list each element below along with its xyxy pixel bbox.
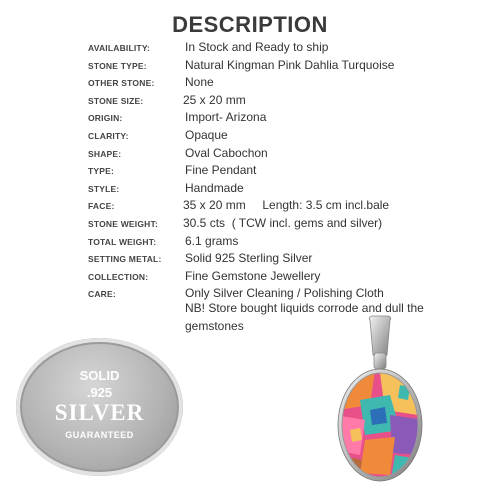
spec-label: ORIGIN:	[88, 113, 123, 124]
spec-label: TOTAL WEIGHT:	[88, 236, 157, 247]
spec-value: None	[185, 75, 214, 90]
spec-label: STYLE:	[88, 183, 120, 194]
spec-value: Solid 925 Sterling Silver	[185, 251, 313, 266]
spec-row-origin	[88, 110, 498, 128]
spec-label: STONE SIZE:	[88, 95, 144, 106]
spec-label: TYPE:	[88, 166, 115, 177]
spec-row-face	[88, 198, 498, 216]
spec-row-shape	[88, 146, 498, 164]
spec-value: Natural Kingman Pink Dahlia Turquoise	[185, 57, 395, 72]
solid-silver-badge	[16, 338, 183, 476]
spec-row-stone-size	[88, 93, 498, 111]
spec-value: 35 x 20 mm Length: 3.5 cm incl.bale	[183, 198, 390, 213]
spec-value: Only Silver Cleaning / Polishing Cloth	[185, 286, 384, 301]
spec-value: Oval Cabochon	[185, 145, 268, 160]
spec-label: OTHER STONE:	[88, 78, 155, 89]
spec-value: Opaque	[185, 127, 228, 142]
spec-value: Fine Gemstone Jewellery	[185, 268, 321, 283]
spec-value: 25 x 20 mm	[183, 92, 246, 107]
spec-row-clarity	[88, 128, 498, 146]
spec-value: 6.1 grams	[185, 233, 239, 248]
spec-label: SHAPE:	[88, 148, 122, 159]
spec-row-total-weight	[88, 234, 498, 252]
specs-list	[88, 40, 498, 304]
care-note: NB! Store bought liquids corrode and dull the gemstones	[185, 301, 424, 333]
spec-label: SETTING METAL:	[88, 254, 162, 265]
spec-label: FACE:	[88, 201, 115, 212]
spec-value: Handmade	[185, 180, 244, 195]
spec-row-stone-type	[88, 58, 498, 76]
badge-line-solid: SOLID	[79, 368, 120, 383]
bale-shape	[369, 316, 390, 358]
pendant-image	[330, 315, 430, 485]
spec-row-setting-metal	[88, 251, 498, 269]
stone-shape	[330, 365, 430, 485]
page-title: DESCRIPTION	[172, 12, 328, 37]
spec-label: CLARITY:	[88, 130, 129, 141]
spec-label: STONE WEIGHT:	[88, 218, 158, 229]
spec-label: CARE:	[88, 289, 116, 300]
badge-line-925: .925	[86, 385, 113, 400]
badge-line-silver: SILVER	[54, 400, 145, 425]
spec-label: STONE TYPE:	[88, 60, 147, 71]
spec-row-availability	[88, 40, 498, 58]
spec-value: In Stock and Ready to ship	[185, 40, 329, 54]
bale-loop-shape	[374, 353, 386, 369]
spec-row-style	[88, 181, 498, 199]
spec-value: Import- Arizona	[185, 110, 267, 125]
spec-label: COLLECTION:	[88, 271, 149, 282]
spec-row-collection	[88, 269, 498, 287]
spec-value: Fine Pendant	[185, 163, 257, 178]
spec-row-other-stone	[88, 75, 498, 93]
spec-row-type	[88, 163, 498, 181]
spec-value: 30.5 cts ( TCW incl. gems and silver)	[183, 215, 383, 230]
spec-label: AVAILABILITY:	[88, 43, 151, 53]
spec-row-stone-weight	[88, 216, 498, 234]
badge-line-guaranteed: GUARANTEED	[65, 430, 134, 440]
